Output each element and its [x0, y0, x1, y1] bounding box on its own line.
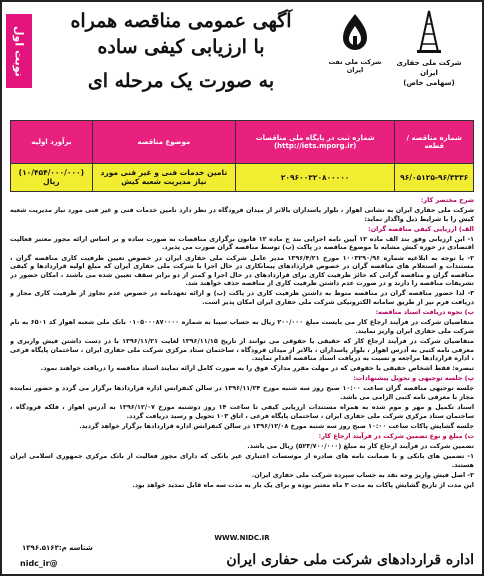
- body-paragraph: ۲- اصل فیش واریز وجه نقد به حساب سپرده شرکت ملی حفاری ایران.: [251, 470, 474, 479]
- cell-tender-number: ۹۶/۰۵۱۲۵-۹۶/۳۳۳۶: [395, 163, 474, 191]
- cell-subject: تامین خدمات فنی و غیر فنی مورد نیاز مدیریت شعبه کیش: [92, 163, 235, 191]
- body-paragraph: اسناد تکمیل و مهر و موم شده به همراه مستندات ارزیابی کیفی تا ساعت ۱۴ روز دوشنبه مورخ ۱۳۹۶/۱۲/۰۷ به آدرس اهواز ، فلکه فرودگاه ، ساختمان ستاد مرکزی شرکت ملی حفاری ایران ، ساختمان پایگاه فرعی ، اتاق ۱۰۳ تحویل و رسید دریافت گردد.: [10, 403, 474, 420]
- tender-table: [10, 120, 474, 192]
- body-paragraph: ۱- تضمین های بانکی و یا ضمانت نامه های صادره از موسسات اعتباری غیر بانکی که دارای مجوز فعالیت از بانک مرکزی جمهوری اسلامی ایران هستند.: [10, 452, 474, 469]
- section-heading: الف) ارزیابی کیفی مناقصه گران:: [368, 224, 474, 233]
- nioc-emblem-icon: [337, 12, 373, 52]
- footer-code: شناسه م:۱۳۹۶.۵۱۶۳: [22, 544, 93, 552]
- footer-social: @nidc_ir: [20, 559, 58, 568]
- body-paragraph: جلسه گشایش پاکات ساعت ۱۰:۰۰ صبح روز سه شنبه مورخ ۱۳۹۶/۱۲/۰۸ در سالن کنفرانس اداره قراردادها برگزار خواهد گردید.: [79, 421, 474, 430]
- ad-footer: [10, 534, 474, 570]
- title-line-2: با ارزیابی کیفی ساده: [97, 36, 265, 58]
- title-line-3: به صورت یک مرحله ای: [87, 70, 275, 92]
- body-paragraph: ۳- لذا حضور مناقصه گران در مناقصه منوط به داشتن ظرفیت کاری در پاکت (ب) و ارائه تعهدنامه در خصوص عدم تجاوز از ظرفیت کاری مجاز و دریافت فرم نیز از طریق سامانه الکترونیکی شرکت ملی حفاری ایران امکان پذیر است.: [10, 289, 474, 307]
- tender-table-header-row: [11, 121, 474, 164]
- col-estimate: برآورد اولیه: [11, 121, 93, 164]
- nidc-name: شرکت ملی حفاری ایران: [396, 59, 462, 77]
- section-heading: شرح مختصر کار:: [420, 196, 474, 204]
- nidc-logo: [388, 10, 470, 88]
- body-paragraph: متقاضیان شرکت در فرآیند ارجاع کار که حقیقی یا حقوقی می توانند از تاریخ ۱۳۹۶/۱۱/۱۵ لغایت ۱۳۹۶/۱۱/۲۱ با در دست داشتن فیش واریزی و معرفی نامه کتبی به آدرس اهواز ، بلوار پاسداران ، بالاتر از میدان فرودگاه ، ساختمان ستاد مرکزی شرکت ملی حفاری ایران ، ساختمان پایگاه فرعی ، اداره قراردادها مراجعه و نسبت به دریافت اسناد مناقصه اقدام نمایند.: [10, 336, 474, 363]
- body-paragraph: تضمین شرکت در فرآیند ارجاع کار به مبلغ (۵۲۳/۷۰۰/۰۰۰) ریال می باشد.: [247, 441, 474, 450]
- body-paragraph: این مدت از تاریخ گشایش پاکات به مدت ۳ ماه معتبر بوده و برای یک بار به مدت سه ماه قابل تمدید خواهد بود.: [132, 480, 474, 489]
- body-paragraph: ۱- این ارزیابی وفق بند الف ماده ۱۲ آیین نامه اجرایی بند ج ماده ۱۲ قانون برگزاری مناقصات به صورت ساده و بر اساس ارائه مجوز معتبر فعالیت اقتصادی در حوزه کیش مشابه با موضوع مناقصه در پاکت (ب) توسط مناقصه گران صورت می پذیرد.: [10, 234, 474, 252]
- table-row: [11, 163, 474, 191]
- body-paragraph: جلسه توجیهی مناقصه گران ساعت ۱۰:۰۰ صبح روز سه شنبه مورخ ۱۳۹۶/۱۱/۲۴ در سالن کنفرانس اداره قراردادها برگزار می گردد و حضور نماینده مجاز با معرفی نامه کتبی الزامی می باشد.: [10, 384, 474, 401]
- cell-registry-number: ۲۰۹۶۰۰۳۲۰۸۰۰۰۰۰: [235, 163, 394, 191]
- footer-title: اداره قراردادهای شرکت ملی حفاری ایران: [226, 552, 474, 568]
- ad-body-text: [10, 196, 474, 534]
- cell-estimate: (۱۰/۴۵۴/۰۰۰/۰۰۰) ریال: [11, 163, 93, 191]
- ad-header: [8, 8, 476, 116]
- body-paragraph: ۲- با توجه به ابلاغیه شماره ۱۰۰۳۲۹۰/۹۶ مورخ ۱۳۹۶/۴/۲۱ مدیر عامل شرکت ملی حفاری ایران در خصوص تعیین ظرفیت کاری مناقصه گران ، مستندات و استعلام های مناقصه گران در خصوص قراردادهای پیمانکاری در حال اجرا با شرکت ملی حفاری ایران که مبلغ اولیه قراردادها و کیفی مناقصه گران و مناقصه گرانی که حائز ظرفیت کاری برای قراردادهای در حال اجرا و کمتر از دو برابر سقف تعیین شده می باشند ، امکان حضور در تشریفات مناقصه را دارند و در صورت عدم داشتن ظرفیت کاری از مناقصه حذف خواهند شد.: [10, 253, 474, 288]
- ad-title: [42, 8, 320, 96]
- section-heading: پ) جلسه توجیهی و تحویل پیشنهادات:: [353, 374, 474, 383]
- section-heading: ت) مبلغ و نوع تضمین شرکت در فرآیند ارجاع کار:: [318, 431, 474, 440]
- body-paragraph: شرکت ملی حفاری ایران به نشانی اهواز ، بلوار پاسداران بالاتر از میدان فرودگاه در نظر دارد تامین خدمات فنی و غیر فنی مورد نیاز مدیریت شعبه کیش را با شرایط ذیل واگذار نماید:: [10, 206, 474, 223]
- nioc-name: شرکت ملی نفت ایران: [328, 58, 382, 74]
- drilling-rig-icon: [416, 10, 442, 54]
- title-line-1: آگهی عمومی مناقصه همراه: [70, 10, 292, 32]
- col-subject: موضوع مناقصه: [92, 121, 235, 164]
- section-heading: ب) نحوه دریافت اسناد مناقصه:: [375, 308, 474, 317]
- nioc-logo: [326, 12, 384, 74]
- body-paragraph: متقاضیان شرکت در فرآیند ارجاع کار می بایست مبلغ ۲۰۰/۰۰۰ ریال به حساب سیبا به شماره ۰۱۰۵۰۰۰۸۷۰۰۰۰ بانک ملی شعبه اهواز کد ۶۵۰۱ به نام شرکت ملی حفاری ایران واریز نمایند.: [10, 318, 474, 335]
- col-tender-number: شماره مناقصه / قطعه: [395, 121, 474, 164]
- nidc-subtitle: (سهامی خاص): [403, 79, 455, 87]
- footer-website: WWW.NIDC.IR: [214, 534, 270, 542]
- first-notice-stamp: نوبت اول: [6, 14, 32, 88]
- body-paragraph: تبصره: فقط اشخاص حقیقی یا حقوقی که در مهلت مقرر مدارک فوق را به صورت کامل ارائه نمایند اسناد مناقصه را دریافت خواهند نمود.: [40, 364, 474, 373]
- col-registry-number: شماره ثبت در پایگاه ملی مناقصات (http://iets.mporg.ir): [235, 121, 394, 164]
